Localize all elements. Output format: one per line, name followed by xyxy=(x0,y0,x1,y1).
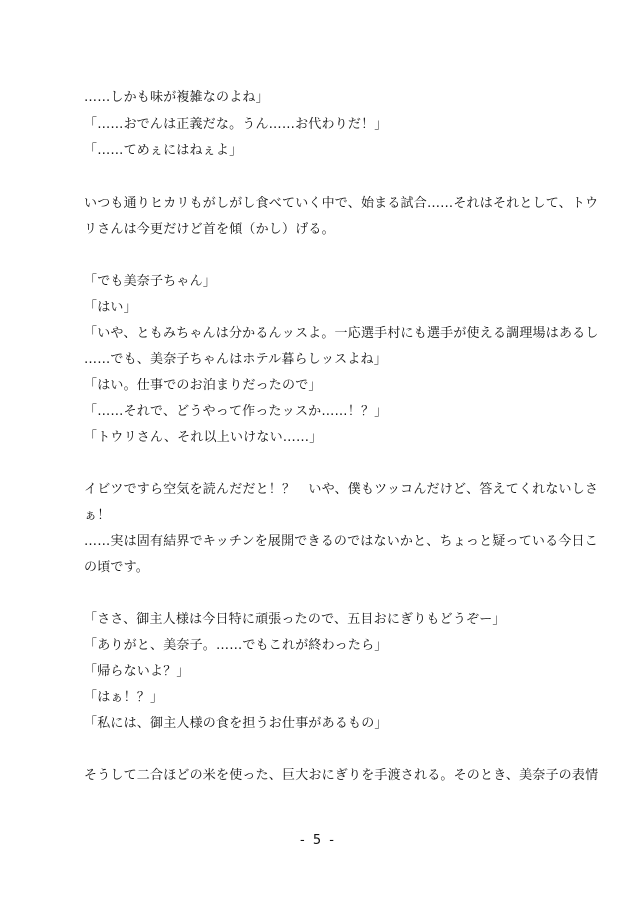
text-line: 「トウリさん、それ以上いけない……」 xyxy=(84,430,323,445)
text-line: そうして二合ほどの米を使った、巨大おにぎりを手渡される。そのとき、美奈子の表情 xyxy=(84,768,599,783)
text-line: ぁ！ xyxy=(84,508,111,523)
text-line: 「……てめぇにはねぇよ」 xyxy=(84,143,243,158)
text-line: いつも通りヒカリもがしがし食べていく中で、始まる試合……それはそれとして、トウ xyxy=(84,196,599,211)
text-line: 「はい」 xyxy=(84,300,137,315)
text-line: イビツですら空気を読んだだと！？ いや、僕もツッコんだけど、答えてくれないしさ xyxy=(84,482,599,497)
text-line: 「ささ、御主人様は今日特に頑張ったので、五目おにぎりもどうぞー」 xyxy=(84,612,506,627)
text-line: の頃です。 xyxy=(84,560,149,575)
text-line: 「……おでんは正義だな。うん……お代わりだ！」 xyxy=(84,117,388,132)
text-line: 「でも美奈子ちゃん」 xyxy=(84,274,217,289)
text-line: 「帰らないよ？」 xyxy=(84,664,190,679)
text-line: ……実は固有結界でキッチンを展開できるのではないかと、ちょっと疑っている今日こ xyxy=(84,534,598,549)
text-line: 「ありがと、美奈子。……でもこれが終わったら」 xyxy=(84,638,388,653)
text-line: ……でも、美奈子ちゃんはホテル暮らしッスよね」 xyxy=(84,352,387,367)
text-line: 「私には、御主人様の食を担うお仕事があるもの」 xyxy=(84,716,388,731)
text-line: ……しかも味が複雑なのよね」 xyxy=(84,90,269,105)
text-line: 「……それで、どうやって作ったッスか……！？」 xyxy=(84,404,388,419)
text-line: 「はい。仕事でのお泊まりだったので」 xyxy=(84,378,322,393)
text-line: リさんは今更だけど首を傾（かし）げる。 xyxy=(84,222,335,237)
text-line: 「いや、ともみちゃんは分かるんッスよ。一応選手村にも選手が使える調理場はあるし xyxy=(84,326,599,341)
page-number: - 5 - xyxy=(300,833,336,848)
text-line: 「はぁ！？」 xyxy=(84,690,164,705)
